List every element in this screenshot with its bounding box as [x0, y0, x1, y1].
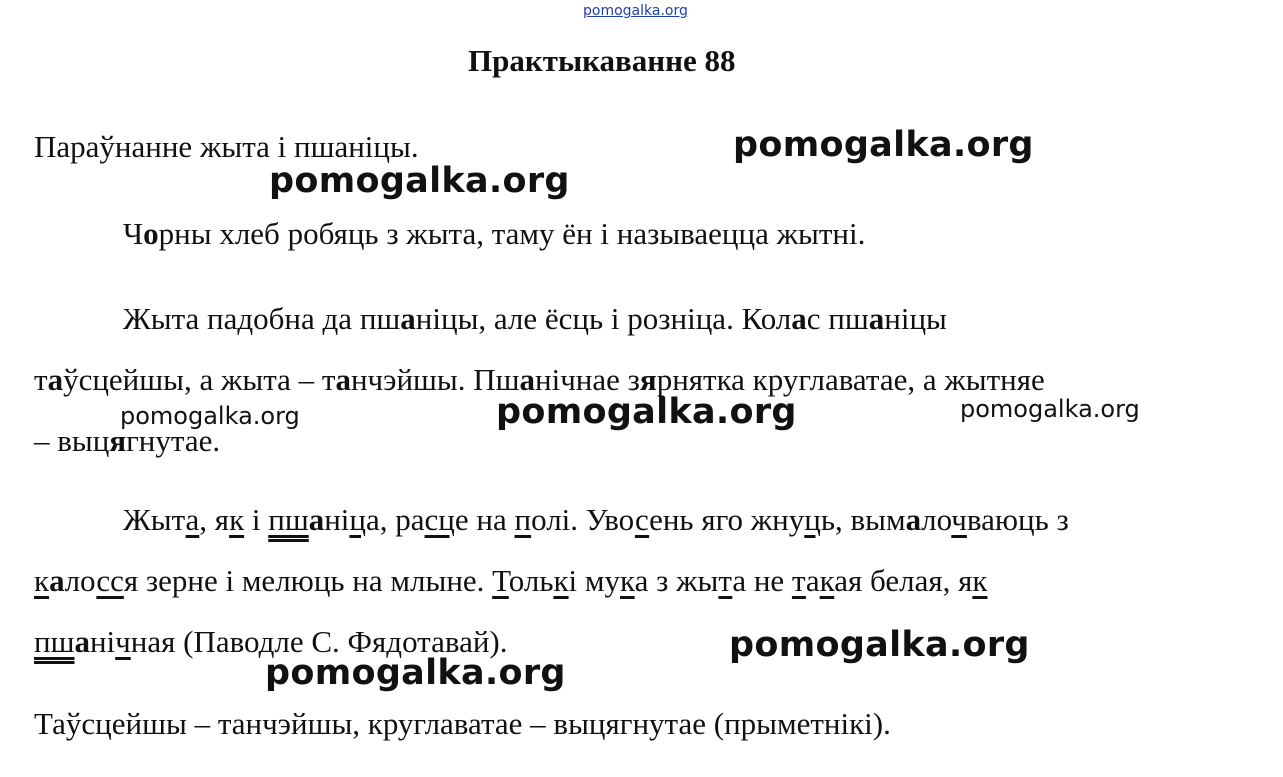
watermark: pomogalka.org — [269, 161, 570, 201]
answer-line: Таўсцейшы – танчэйшы, круглаватае – выцягнутае (прыметнікі). — [34, 706, 891, 741]
watermark: pomogalka.org — [960, 395, 1140, 423]
watermark: pomogalka.org — [729, 625, 1030, 665]
paragraph-3-line-2: калосся зерне і мелюць на млыне. Толькі мука з жыта не такая белая, як — [34, 563, 988, 598]
watermark: pomogalka.org — [733, 125, 1034, 165]
watermark: pomogalka.org — [496, 392, 797, 432]
top-watermark-link[interactable]: pomogalka.org — [583, 3, 688, 19]
watermark: pomogalka.org — [265, 653, 566, 693]
task-heading: Параўнанне жыта і пшаніцы. — [34, 129, 419, 164]
paragraph-2-line-1: Жыта падобна да пшаніцы, але ёсць і розніца. Колас пшаніцы — [123, 301, 947, 336]
watermark: pomogalka.org — [120, 402, 300, 430]
paragraph-3-line-3: пшанічная (Паводле С. Фядотавай). — [34, 624, 508, 659]
paragraph-2-line-2: таўсцейшы, а жыта – танчэйшы. Пшанічнае зярнятка круглаватае, а жытняе — [34, 362, 1045, 397]
paragraph-3-line-1: Жыта, як і пшаніца, расце на полі. Увосень яго жнуць, вымалочваюць з — [123, 502, 1069, 537]
paragraph-1: Чорны хлеб робяць з жыта, таму ён і называецца жытні. — [123, 216, 866, 251]
paragraph-2-line-3: – выцягнутае. — [34, 423, 221, 458]
page-title: Практыкаванне 88 — [468, 43, 736, 78]
